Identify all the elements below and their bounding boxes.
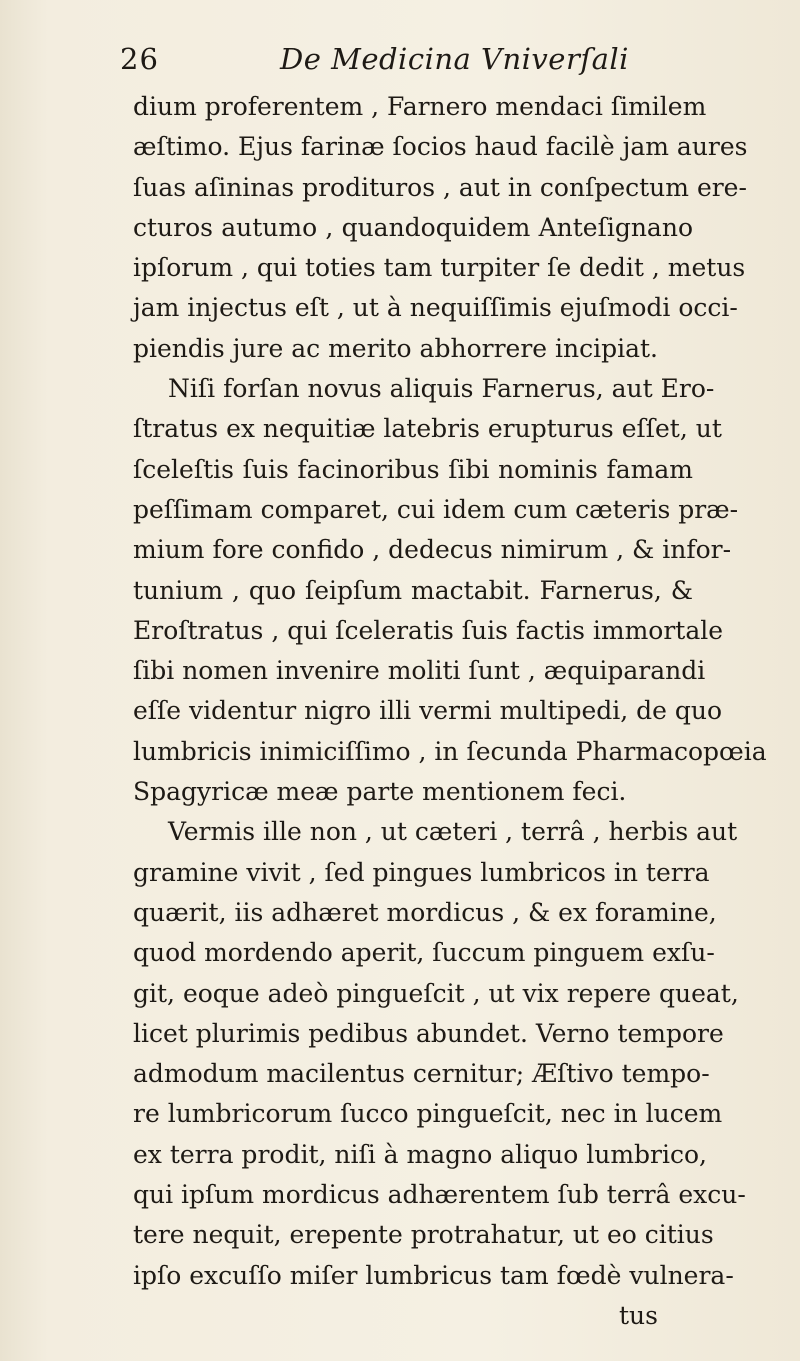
text-line: licet plurimis pedibus abundet. Verno tempore (133, 1018, 724, 1048)
catchword: tus (619, 1300, 658, 1330)
text-line: jam injectus eſt , ut à nequiſſimis ejuſmodi occi- (133, 293, 738, 323)
text-line: quærit, iis adhæret mordicus , & ex foramine, (133, 897, 717, 927)
text-line: dium proferentem , Farnero mendaci ſimilem (133, 92, 707, 121)
text-line: cturos autumo , quandoquidem Anteſignano (133, 212, 693, 242)
text-line: eſſe videntur nigro illi vermi multipedi, de quo (133, 696, 723, 726)
text-line: peſſimam comparet, cui idem cum cæteris præ- (133, 494, 739, 524)
text-line: tunium , quo ſeipſum mactabit. Farnerus, & (133, 575, 693, 605)
text-line: Niſi forſan novus aliquis Farnerus, aut Ero- (168, 374, 715, 404)
text-line: mium fore confido , dedecus nimirum , & infor- (133, 535, 732, 565)
text-line: Eroſtratus , qui ſceleratis ſuis factis immortale (133, 615, 724, 645)
text-line: admodum macilentus cernitur; Æſtivo tempo- (133, 1059, 710, 1089)
text-line: ipſorum , qui toties tam turpiter ſe dedit , metus (133, 253, 746, 283)
text-line: quod mordendo aperit, ſuccum pinguem exſu- (133, 938, 715, 968)
text-line: re lumbricorum ſucco pingueſcit, nec in lucem (133, 1099, 723, 1129)
text-line: lumbricis inimiciſſimo , in ſecunda Pharmacopœia (133, 736, 767, 766)
text-line: tere nequit, erepente protrahatur, ut eo citius (133, 1220, 714, 1250)
running-title: De Medicina Vniverſali (280, 42, 629, 76)
text-line: Vermis ille non , ut cæteri , terrâ , herbis aut (168, 817, 738, 847)
text-line: ſceleſtis ſuis facinoribus ſibi nominis famam (133, 454, 693, 484)
text-line: ipſo excuſſo miſer lumbricus tam fœdè vulnera- (133, 1260, 734, 1290)
text-line: piendis jure ac merito abhorrere incipiat. (133, 333, 658, 363)
text-line: qui ipſum mordicus adhærentem ſub terrâ excu- (133, 1180, 746, 1210)
text-line: Spagyricæ meæ parte mentionem feci. (133, 777, 627, 807)
text-line: æſtimo. Ejus farinæ ſocios haud facilè jam aures (133, 132, 748, 162)
page-number: 26 (120, 42, 159, 76)
body-text (133, 87, 767, 1336)
page-header (120, 42, 680, 82)
text-line: gramine vivit , ſed pingues lumbricos in terra (133, 857, 710, 887)
text-line: git, eoque adeò pingueſcit , ut vix repere queat, (133, 978, 739, 1008)
text-line: ſuas aſininas prodituros , aut in conſpectum ere- (133, 172, 747, 202)
text-line: ſibi nomen invenire moliti ſunt , æquiparandi (133, 656, 706, 686)
text-line: ſtratus ex nequitiæ latebris erupturus eſſet, ut (133, 414, 722, 444)
text-line: ex terra prodit, niſi à magno aliquo lumbrico, (133, 1139, 707, 1169)
